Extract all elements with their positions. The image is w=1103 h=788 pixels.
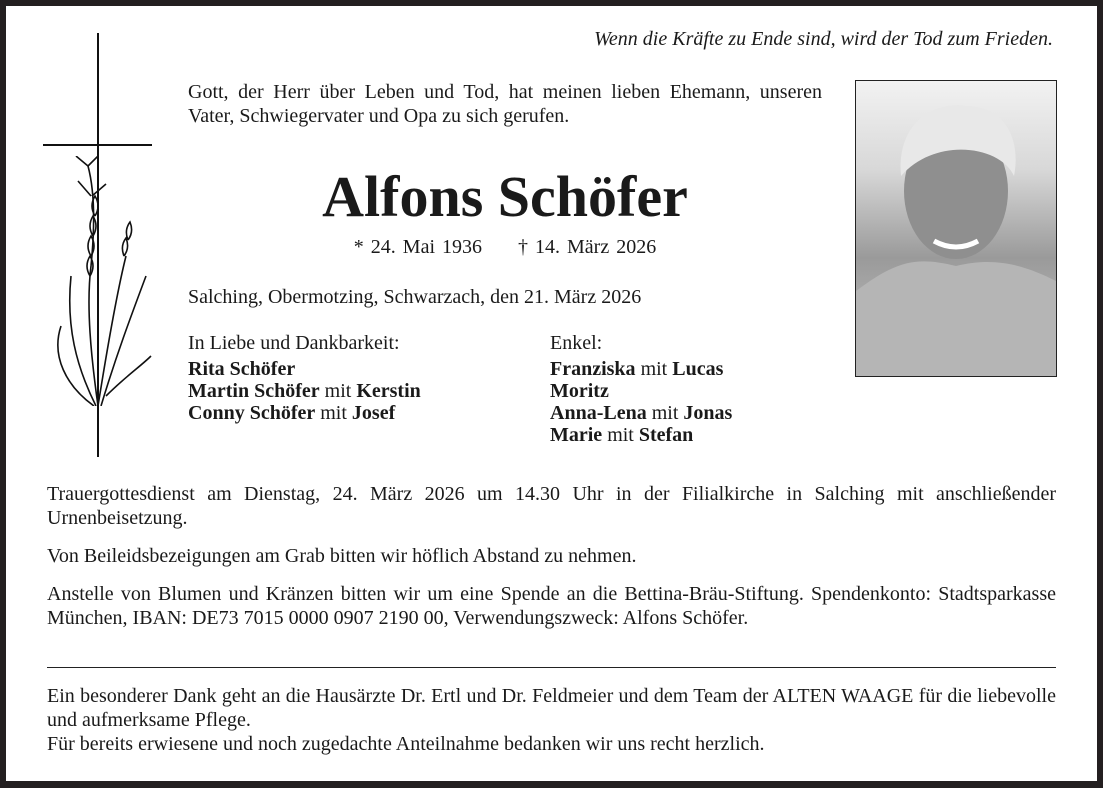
grandchildren-list — [550, 332, 732, 446]
list-item: Rita Schöfer — [188, 358, 296, 380]
family-heading: In Liebe und Dankbarkeit: — [188, 332, 400, 354]
deceased-name: Alfons Schöfer — [322, 164, 688, 229]
list-item: Conny Schöfer mit Josef — [188, 402, 396, 424]
list-item: Anna-Lena mit Jonas — [550, 402, 733, 424]
list-item: Franziska mit Lucas — [550, 358, 724, 380]
intro-text: Gott, der Herr über Leben und Tod, hat meinen lieben Ehemann, unseren Vater, Schwiegervater und Opa zu sich gerufen. — [188, 81, 822, 127]
obituary-notice — [6, 6, 1097, 781]
life-dates — [188, 236, 822, 259]
wheat-icon — [46, 156, 156, 406]
condolence-note: Von Beileidsbezeigungen am Grab bitten wir höflich Abstand zu nehmen. — [47, 545, 637, 567]
portrait-image — [856, 81, 1056, 376]
list-item: Martin Schöfer mit Kerstin — [188, 380, 421, 402]
motto: Wenn die Kräfte zu Ende sind, wird der Tod zum Frieden. — [594, 28, 1053, 50]
closing-text: Für bereits erwiesene und noch zugedachte Anteilnahme bedanken wir uns recht herzlich. — [47, 733, 765, 755]
donation-info: Anstelle von Blumen und Kränzen bitten wir um eine Spende an die Bettina-Bräu-Stiftung. Spendenkonto: Stadtsparkasse München, IBAN: DE73 7015 0000 0907 2190 00, Verwendungszweck: Alfons Schöfer. — [47, 583, 1056, 629]
funeral-info: Trauergottesdienst am Dienstag, 24. März 2026 um 14.30 Uhr in der Filialkirche in Salching mit anschließender Urnenbeisetzung. — [47, 483, 1056, 529]
family-list — [188, 332, 421, 424]
list-item: Marie mit Stefan — [550, 424, 694, 446]
divider — [47, 667, 1056, 668]
death-date: † 14. März 2026 — [518, 236, 657, 258]
grandchildren-heading: Enkel: — [550, 332, 603, 354]
cross-bar — [43, 144, 152, 146]
list-item: Moritz — [550, 380, 609, 402]
birth-date: * 24. Mai 1936 — [353, 236, 482, 258]
portrait-photo — [855, 80, 1057, 377]
thanks-text: Ein besonderer Dank geht an die Hausärzte Dr. Ertl und Dr. Feldmeier und dem Team der ALTEN WAAGE für die liebevolle und aufmerksame Pflege. — [47, 685, 1056, 731]
place-date: Salching, Obermotzing, Schwarzach, den 21. März 2026 — [188, 286, 642, 308]
